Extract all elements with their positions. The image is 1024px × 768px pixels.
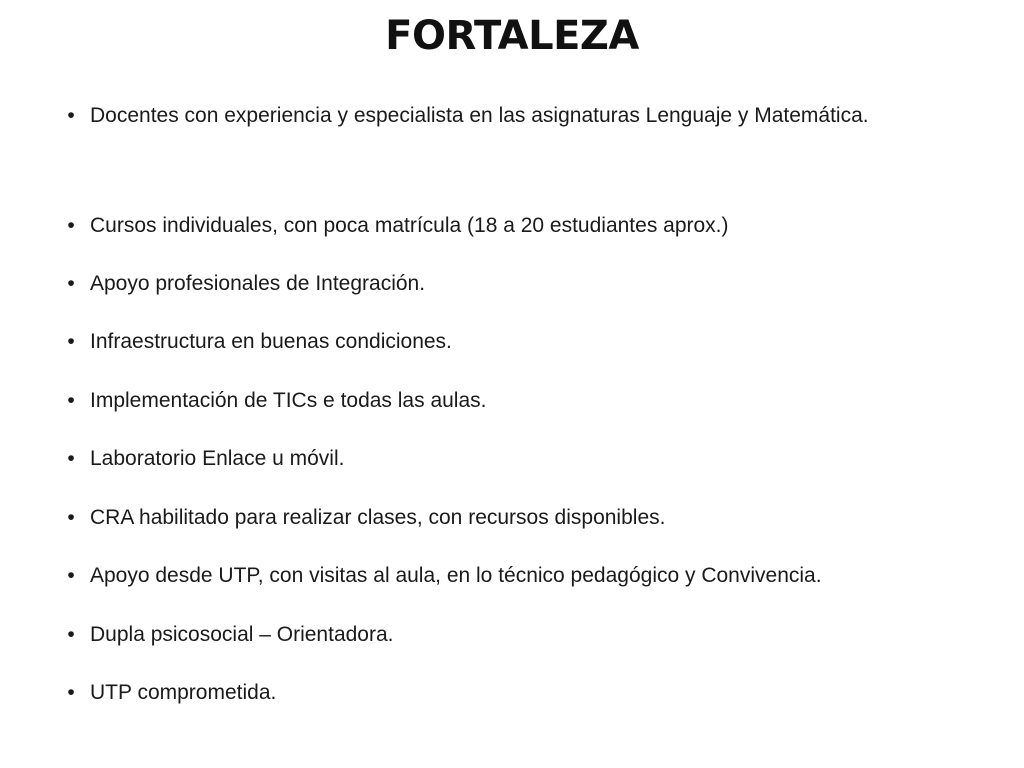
list-item bbox=[64, 90, 994, 142]
list-item-text: Apoyo desde UTP, con visitas al aula, en lo técnico pedagógico y Convivencia. bbox=[90, 564, 822, 587]
list-item bbox=[64, 550, 994, 602]
bullet-icon: • bbox=[67, 104, 75, 127]
list-item bbox=[64, 316, 994, 368]
list-item-text: Infraestructura en buenas condiciones. bbox=[90, 330, 452, 353]
list-item bbox=[64, 667, 994, 719]
bullet-icon: • bbox=[67, 447, 75, 470]
list-item-text: Apoyo profesionales de Integración. bbox=[90, 272, 426, 295]
bullet-icon: • bbox=[67, 389, 75, 412]
list-item-text: Cursos individuales, con poca matrícula (18 a 20 estudiantes aprox.) bbox=[90, 214, 729, 237]
slide-title: FORTALEZA bbox=[385, 13, 639, 59]
bullet-icon: • bbox=[67, 214, 75, 237]
list-item bbox=[64, 609, 994, 661]
list-item-text: Docentes con experiencia y especialista en las asignaturas Lenguaje y Matemática. bbox=[90, 104, 869, 127]
list-item-text: UTP comprometida. bbox=[90, 681, 277, 704]
list-item bbox=[64, 258, 994, 310]
bullet-icon: • bbox=[67, 623, 75, 646]
list-item-text: Laboratorio Enlace u móvil. bbox=[90, 447, 345, 470]
bullet-icon: • bbox=[67, 564, 75, 587]
list-item-text: Implementación de TICs e todas las aulas. bbox=[90, 389, 487, 412]
bullet-icon: • bbox=[67, 272, 75, 295]
list-item-text: CRA habilitado para realizar clases, con recursos disponibles. bbox=[90, 506, 666, 529]
bullet-icon: • bbox=[67, 681, 75, 704]
bullet-icon: • bbox=[67, 506, 75, 529]
list-item-text: Dupla psicosocial – Orientadora. bbox=[90, 623, 394, 646]
list-item bbox=[64, 433, 994, 485]
bullet-icon: • bbox=[67, 330, 75, 353]
list-item bbox=[64, 200, 994, 252]
list-item bbox=[64, 375, 994, 427]
list-item bbox=[64, 492, 994, 544]
